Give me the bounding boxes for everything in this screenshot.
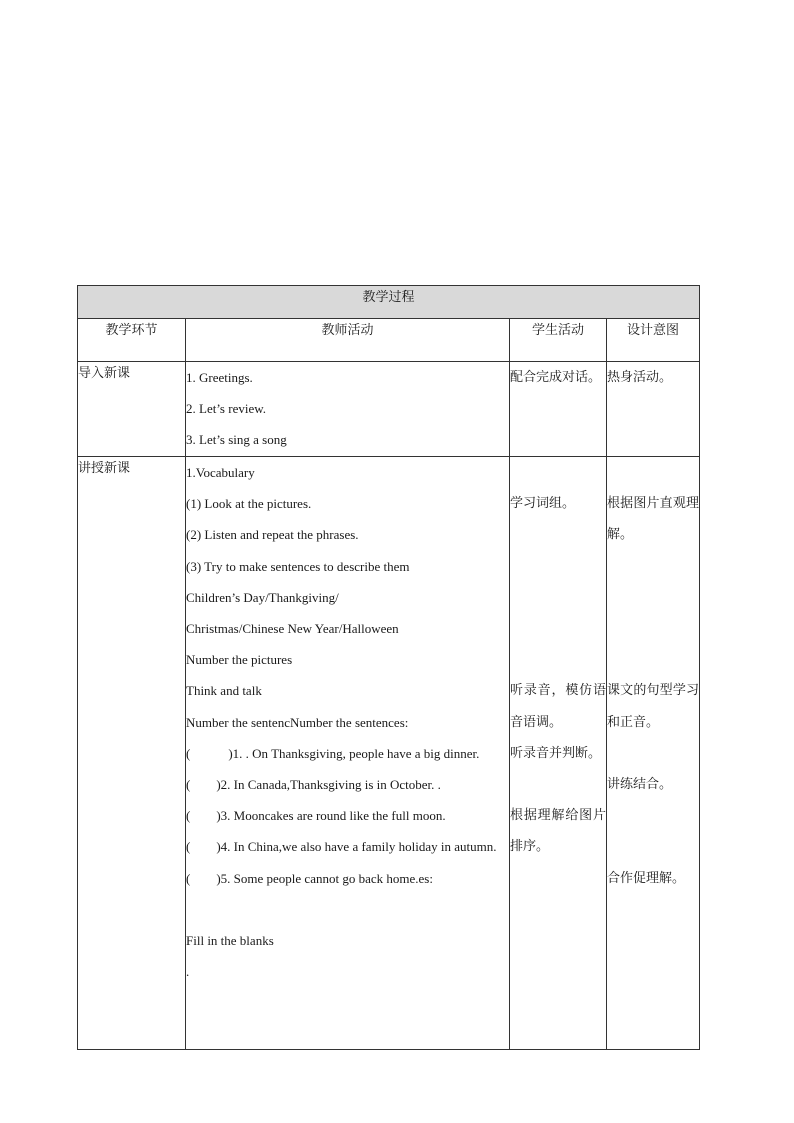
question-text: )1. . On Thanksgiving, people have a big dinner. — [228, 745, 480, 761]
table-title-row — [78, 286, 700, 319]
open-paren: ( — [186, 745, 191, 761]
intent-note: 根据图片直观理解。 — [607, 496, 700, 543]
question-item — [186, 738, 509, 769]
design-intent-cell — [607, 457, 700, 1050]
intent-note: 讲练结合。 — [607, 776, 673, 792]
teaching-process-table — [77, 285, 700, 1050]
stage-cell: 导入新课 — [78, 362, 186, 457]
teacher-line: 2. Let’s review. — [186, 401, 267, 417]
student-note: 学习词组。 — [510, 496, 576, 512]
teacher-line: Number the pictures — [186, 652, 293, 668]
teacher-line: (3) Try to make sentences to describe them — [186, 558, 410, 574]
question-item — [186, 769, 509, 800]
question-text: )4. In China,we also have a family holiday in autumn. — [216, 839, 497, 855]
student-note: 听录音，模仿语音语调。 — [510, 683, 606, 730]
teacher-activity-cell — [186, 362, 510, 457]
design-intent-cell — [607, 362, 700, 457]
teacher-line: (2) Listen and repeat the phrases. — [186, 527, 359, 543]
table-row — [78, 362, 700, 457]
table-title: 教学过程 — [78, 286, 700, 319]
question-item — [186, 800, 509, 831]
question-item — [186, 831, 509, 862]
question-text: )2. In Canada,Thanksgiving is in October. . — [216, 777, 441, 793]
intent-note: 热身活动。 — [607, 370, 673, 385]
teacher-line: 3. Let’s sing a song — [186, 432, 287, 448]
intent-note: 课文的句型学习和正音。 — [607, 683, 700, 730]
table-header-row — [78, 319, 700, 362]
open-paren: ( — [186, 777, 191, 793]
student-note: 听录音并判断。 — [510, 745, 602, 761]
stage-cell: 讲授新课 — [78, 457, 186, 1050]
question-text: )5. Some people cannot go back home.es: — [216, 870, 433, 886]
question-text: )3. Mooncakes are round like the full moon. — [216, 808, 446, 824]
header-student-activity: 学生活动 — [510, 319, 607, 362]
question-item — [186, 863, 509, 894]
student-note: 根据理解给图片排序。 — [510, 808, 606, 855]
teacher-line: Christmas/Chinese New Year/Halloween — [186, 621, 399, 637]
student-activity-cell — [510, 457, 607, 1050]
header-design-intent: 设计意图 — [607, 319, 700, 362]
header-teacher-activity: 教师活动 — [186, 319, 510, 362]
teacher-line: . — [186, 964, 190, 980]
teacher-line: Fill in the blanks — [186, 933, 274, 949]
teacher-line: 1.Vocabulary — [186, 465, 255, 480]
teacher-line: Children’s Day/Thankgiving/ — [186, 589, 339, 605]
teacher-activity-cell — [186, 457, 510, 1050]
teacher-line: 1. Greetings. — [186, 370, 253, 385]
open-paren: ( — [186, 808, 191, 824]
open-paren: ( — [186, 839, 191, 855]
teacher-line: (1) Look at the pictures. — [186, 496, 312, 512]
open-paren: ( — [186, 870, 191, 886]
teacher-line: Number the sentencNumber the sentences: — [186, 714, 409, 730]
student-activity-cell — [510, 362, 607, 457]
intent-note: 合作促理解。 — [607, 870, 686, 886]
header-stage: 教学环节 — [78, 319, 186, 362]
teacher-line: Think and talk — [186, 683, 262, 699]
table-row — [78, 457, 700, 1050]
student-note: 配合完成对话。 — [510, 370, 602, 385]
